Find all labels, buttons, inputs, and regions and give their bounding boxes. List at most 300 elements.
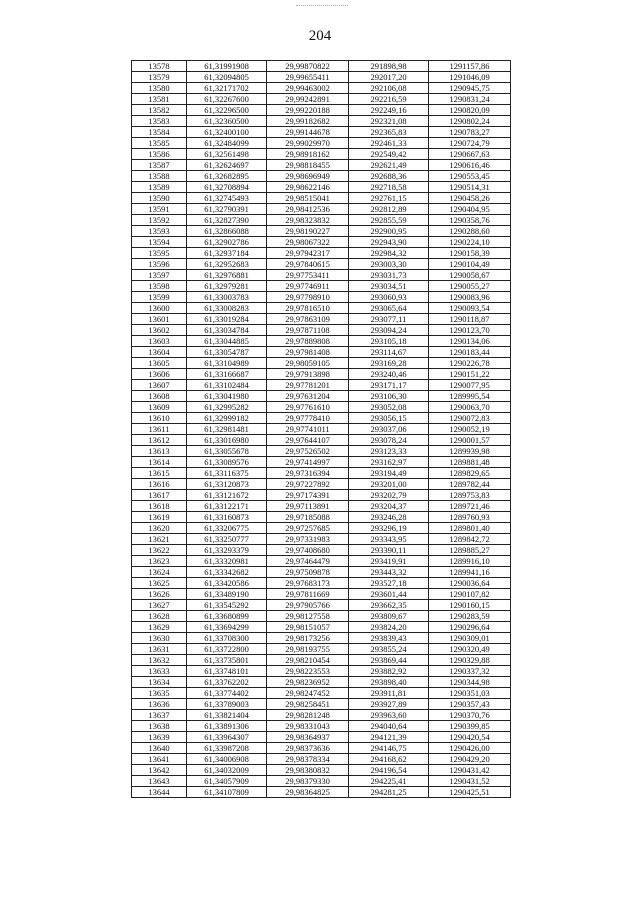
table-row (132, 303, 511, 314)
table-row (132, 380, 511, 391)
x-coordinate-cell: 293169,28 (349, 358, 429, 369)
table-row (132, 721, 511, 732)
point-number-cell: 13587 (132, 160, 187, 171)
x-coordinate-cell: 292688,36 (349, 171, 429, 182)
x-coordinate-cell: 293963,60 (349, 710, 429, 721)
latitude-cell: 61,33987208 (187, 743, 267, 754)
y-coordinate-cell: 1290351,03 (429, 688, 511, 699)
y-coordinate-cell: 1290055,27 (429, 281, 511, 292)
table-row (132, 765, 511, 776)
point-number-cell: 13621 (132, 534, 187, 545)
longitude-cell: 29,98373636 (267, 743, 349, 754)
table-row (132, 325, 511, 336)
latitude-cell: 61,33054787 (187, 347, 267, 358)
latitude-cell: 61,33420586 (187, 578, 267, 589)
point-number-cell: 13581 (132, 94, 187, 105)
latitude-cell: 61,32484099 (187, 138, 267, 149)
y-coordinate-cell: 1290820,09 (429, 105, 511, 116)
x-coordinate-cell: 294146,75 (349, 743, 429, 754)
point-number-cell: 13583 (132, 116, 187, 127)
point-number-cell: 13589 (132, 182, 187, 193)
table-row (132, 743, 511, 754)
latitude-cell: 61,32979281 (187, 281, 267, 292)
x-coordinate-cell: 293114,67 (349, 347, 429, 358)
latitude-cell: 61,34006908 (187, 754, 267, 765)
table-row (132, 83, 511, 94)
point-number-cell: 13629 (132, 622, 187, 633)
table-row (132, 72, 511, 83)
y-coordinate-cell: 1290309,01 (429, 633, 511, 644)
longitude-cell: 29,97889808 (267, 336, 349, 347)
point-number-cell: 13624 (132, 567, 187, 578)
x-coordinate-cell: 293240,46 (349, 369, 429, 380)
y-coordinate-cell: 1290431,42 (429, 765, 511, 776)
y-coordinate-cell: 1289760,93 (429, 512, 511, 523)
table-row (132, 204, 511, 215)
point-number-cell: 13637 (132, 710, 187, 721)
latitude-cell: 61,33320981 (187, 556, 267, 567)
y-coordinate-cell: 1289801,40 (429, 523, 511, 534)
longitude-cell: 29,97753411 (267, 270, 349, 281)
y-coordinate-cell: 1291046,09 (429, 72, 511, 83)
latitude-cell: 61,33821404 (187, 710, 267, 721)
y-coordinate-cell: 1289829,65 (429, 468, 511, 479)
x-coordinate-cell: 292900,95 (349, 226, 429, 237)
longitude-cell: 29,98918162 (267, 149, 349, 160)
x-coordinate-cell: 292855,59 (349, 215, 429, 226)
longitude-cell: 29,98281248 (267, 710, 349, 721)
point-number-cell: 13640 (132, 743, 187, 754)
longitude-cell: 29,97414997 (267, 457, 349, 468)
table-row (132, 259, 511, 270)
longitude-cell: 29,98127558 (267, 611, 349, 622)
longitude-cell: 29,97905766 (267, 600, 349, 611)
longitude-cell: 29,97464479 (267, 556, 349, 567)
point-number-cell: 13622 (132, 545, 187, 556)
point-number-cell: 13639 (132, 732, 187, 743)
latitude-cell: 61,32866088 (187, 226, 267, 237)
x-coordinate-cell: 293201,00 (349, 479, 429, 490)
table-row (132, 138, 511, 149)
point-number-cell: 13633 (132, 666, 187, 677)
y-coordinate-cell: 1290052,19 (429, 424, 511, 435)
x-coordinate-cell: 293037,06 (349, 424, 429, 435)
longitude-cell: 29,97811669 (267, 589, 349, 600)
y-coordinate-cell: 1290151,22 (429, 369, 511, 380)
latitude-cell: 61,32937184 (187, 248, 267, 259)
longitude-cell: 29,99220188 (267, 105, 349, 116)
y-coordinate-cell: 1290337,32 (429, 666, 511, 677)
longitude-cell: 29,98379330 (267, 776, 349, 787)
y-coordinate-cell: 1290370,76 (429, 710, 511, 721)
table-row (132, 468, 511, 479)
x-coordinate-cell: 292365,83 (349, 127, 429, 138)
page-number: 204 (308, 28, 332, 44)
point-number-cell: 13601 (132, 314, 187, 325)
x-coordinate-cell: 293052,08 (349, 402, 429, 413)
longitude-cell: 29,98364937 (267, 732, 349, 743)
point-number-cell: 13593 (132, 226, 187, 237)
longitude-cell: 29,97509878 (267, 567, 349, 578)
longitude-cell: 29,97942317 (267, 248, 349, 259)
x-coordinate-cell: 293809,67 (349, 611, 429, 622)
longitude-cell: 29,97185088 (267, 512, 349, 523)
x-coordinate-cell: 293443,32 (349, 567, 429, 578)
x-coordinate-cell: 293034,51 (349, 281, 429, 292)
table-row (132, 281, 511, 292)
x-coordinate-cell: 292718,58 (349, 182, 429, 193)
latitude-cell: 61,33964307 (187, 732, 267, 743)
point-number-cell: 13625 (132, 578, 187, 589)
table-row (132, 413, 511, 424)
point-number-cell: 13607 (132, 380, 187, 391)
latitude-cell: 61,33122171 (187, 501, 267, 512)
point-number-cell: 13585 (132, 138, 187, 149)
longitude-cell: 29,97683173 (267, 578, 349, 589)
y-coordinate-cell: 1290107,82 (429, 589, 511, 600)
point-number-cell: 13586 (132, 149, 187, 160)
point-number-cell: 13630 (132, 633, 187, 644)
longitude-cell: 29,98622146 (267, 182, 349, 193)
y-coordinate-cell: 1290616,46 (429, 160, 511, 171)
latitude-cell: 61,32624697 (187, 160, 267, 171)
longitude-cell: 29,97746911 (267, 281, 349, 292)
longitude-cell: 29,97227892 (267, 479, 349, 490)
x-coordinate-cell: 292461,33 (349, 138, 429, 149)
x-coordinate-cell: 293296,19 (349, 523, 429, 534)
y-coordinate-cell: 1290329,88 (429, 655, 511, 666)
x-coordinate-cell: 293601,44 (349, 589, 429, 600)
latitude-cell: 61,33774402 (187, 688, 267, 699)
x-coordinate-cell: 292106,08 (349, 83, 429, 94)
table-row (132, 435, 511, 446)
latitude-cell: 61,33041980 (187, 391, 267, 402)
longitude-cell: 29,98412536 (267, 204, 349, 215)
x-coordinate-cell: 293390,11 (349, 545, 429, 556)
y-coordinate-cell: 1290224,10 (429, 237, 511, 248)
table-row (132, 336, 511, 347)
longitude-cell: 29,98515041 (267, 193, 349, 204)
table-row (132, 314, 511, 325)
table-row (132, 149, 511, 160)
point-number-cell: 13615 (132, 468, 187, 479)
point-number-cell: 13643 (132, 776, 187, 787)
y-coordinate-cell: 1290001,57 (429, 435, 511, 446)
y-coordinate-cell: 1290283,59 (429, 611, 511, 622)
latitude-cell: 61,33008283 (187, 303, 267, 314)
table-row (132, 589, 511, 600)
latitude-cell: 61,33116375 (187, 468, 267, 479)
table-row (132, 457, 511, 468)
point-number-cell: 13627 (132, 600, 187, 611)
table-row (132, 655, 511, 666)
longitude-cell: 29,97631204 (267, 391, 349, 402)
coordinates-table (131, 60, 511, 798)
y-coordinate-cell: 1290667,63 (429, 149, 511, 160)
table-row (132, 424, 511, 435)
x-coordinate-cell: 292549,42 (349, 149, 429, 160)
point-number-cell: 13602 (132, 325, 187, 336)
longitude-cell: 29,99029970 (267, 138, 349, 149)
y-coordinate-cell: 1290802,24 (429, 116, 511, 127)
y-coordinate-cell: 1290104,49 (429, 259, 511, 270)
point-number-cell: 13614 (132, 457, 187, 468)
point-number-cell: 13603 (132, 336, 187, 347)
table-row (132, 578, 511, 589)
x-coordinate-cell: 293078,24 (349, 435, 429, 446)
point-number-cell: 13597 (132, 270, 187, 281)
latitude-cell: 61,33694299 (187, 622, 267, 633)
latitude-cell: 61,33166687 (187, 369, 267, 380)
x-coordinate-cell: 294196,54 (349, 765, 429, 776)
table-row (132, 523, 511, 534)
longitude-cell: 29,98236952 (267, 677, 349, 688)
longitude-cell: 29,97981408 (267, 347, 349, 358)
table-row (132, 545, 511, 556)
y-coordinate-cell: 1290399,85 (429, 721, 511, 732)
longitude-cell: 29,98059105 (267, 358, 349, 369)
x-coordinate-cell: 293204,37 (349, 501, 429, 512)
point-number-cell: 13619 (132, 512, 187, 523)
y-coordinate-cell: 1290036,64 (429, 578, 511, 589)
point-number-cell: 13638 (132, 721, 187, 732)
y-coordinate-cell: 1290118,87 (429, 314, 511, 325)
x-coordinate-cell: 293527,18 (349, 578, 429, 589)
table-row (132, 479, 511, 490)
y-coordinate-cell: 1290358,76 (429, 215, 511, 226)
longitude-cell: 29,97113891 (267, 501, 349, 512)
latitude-cell: 61,33121672 (187, 490, 267, 501)
x-coordinate-cell: 293105,18 (349, 336, 429, 347)
y-coordinate-cell: 1290458,26 (429, 193, 511, 204)
longitude-cell: 29,97816510 (267, 303, 349, 314)
point-number-cell: 13628 (132, 611, 187, 622)
x-coordinate-cell: 293882,92 (349, 666, 429, 677)
latitude-cell: 61,33708300 (187, 633, 267, 644)
table-row (132, 347, 511, 358)
latitude-cell: 61,32400100 (187, 127, 267, 138)
x-coordinate-cell: 293060,93 (349, 292, 429, 303)
x-coordinate-cell: 293162,97 (349, 457, 429, 468)
table-row (132, 490, 511, 501)
y-coordinate-cell: 1290083,96 (429, 292, 511, 303)
x-coordinate-cell: 293094,24 (349, 325, 429, 336)
table-row (132, 215, 511, 226)
x-coordinate-cell: 294040,64 (349, 721, 429, 732)
y-coordinate-cell: 1290783,27 (429, 127, 511, 138)
latitude-cell: 61,32902786 (187, 237, 267, 248)
y-coordinate-cell: 1290357,43 (429, 699, 511, 710)
x-coordinate-cell: 293077,11 (349, 314, 429, 325)
point-number-cell: 13596 (132, 259, 187, 270)
longitude-cell: 29,99182682 (267, 116, 349, 127)
table-row (132, 270, 511, 281)
x-coordinate-cell: 291898,98 (349, 61, 429, 72)
x-coordinate-cell: 293869,44 (349, 655, 429, 666)
table-row (132, 501, 511, 512)
point-number-cell: 13578 (132, 61, 187, 72)
x-coordinate-cell: 292249,16 (349, 105, 429, 116)
y-coordinate-cell: 1290160,15 (429, 600, 511, 611)
point-number-cell: 13623 (132, 556, 187, 567)
top-scan-rule (296, 5, 348, 6)
table-row (132, 677, 511, 688)
table-row (132, 699, 511, 710)
latitude-cell: 61,32094805 (187, 72, 267, 83)
table-row (132, 688, 511, 699)
longitude-cell: 29,98190227 (267, 226, 349, 237)
point-number-cell: 13609 (132, 402, 187, 413)
point-number-cell: 13613 (132, 446, 187, 457)
latitude-cell: 61,32682895 (187, 171, 267, 182)
longitude-cell: 29,98210454 (267, 655, 349, 666)
point-number-cell: 13635 (132, 688, 187, 699)
x-coordinate-cell: 293065,64 (349, 303, 429, 314)
point-number-cell: 13644 (132, 787, 187, 798)
table-row (132, 94, 511, 105)
x-coordinate-cell: 293911,81 (349, 688, 429, 699)
table-row (132, 732, 511, 743)
y-coordinate-cell: 1290296,64 (429, 622, 511, 633)
latitude-cell: 61,32981481 (187, 424, 267, 435)
x-coordinate-cell: 294168,62 (349, 754, 429, 765)
longitude-cell: 29,98151057 (267, 622, 349, 633)
y-coordinate-cell: 1289885,27 (429, 545, 511, 556)
y-coordinate-cell: 1290320,49 (429, 644, 511, 655)
point-number-cell: 13598 (132, 281, 187, 292)
latitude-cell: 61,33891306 (187, 721, 267, 732)
y-coordinate-cell: 1289881,48 (429, 457, 511, 468)
x-coordinate-cell: 292017,20 (349, 72, 429, 83)
x-coordinate-cell: 293056,15 (349, 413, 429, 424)
longitude-cell: 29,99655411 (267, 72, 349, 83)
table-row (132, 116, 511, 127)
point-number-cell: 13632 (132, 655, 187, 666)
longitude-cell: 29,97798910 (267, 292, 349, 303)
longitude-cell: 29,97871108 (267, 325, 349, 336)
table-row (132, 534, 511, 545)
longitude-cell: 29,99870822 (267, 61, 349, 72)
y-coordinate-cell: 1290514,31 (429, 182, 511, 193)
latitude-cell: 61,31991908 (187, 61, 267, 72)
latitude-cell: 61,32745493 (187, 193, 267, 204)
y-coordinate-cell: 1289842,72 (429, 534, 511, 545)
x-coordinate-cell: 293662,35 (349, 600, 429, 611)
y-coordinate-cell: 1290077,95 (429, 380, 511, 391)
longitude-cell: 29,98696949 (267, 171, 349, 182)
longitude-cell: 29,98818455 (267, 160, 349, 171)
latitude-cell: 61,33016980 (187, 435, 267, 446)
longitude-cell: 29,97913898 (267, 369, 349, 380)
latitude-cell: 61,34107809 (187, 787, 267, 798)
y-coordinate-cell: 1289995,54 (429, 391, 511, 402)
latitude-cell: 61,33293379 (187, 545, 267, 556)
point-number-cell: 13604 (132, 347, 187, 358)
x-coordinate-cell: 293898,40 (349, 677, 429, 688)
latitude-cell: 61,33735801 (187, 655, 267, 666)
x-coordinate-cell: 293419,91 (349, 556, 429, 567)
y-coordinate-cell: 1290158,39 (429, 248, 511, 259)
latitude-cell: 61,33104989 (187, 358, 267, 369)
table-row (132, 248, 511, 259)
longitude-cell: 29,98378334 (267, 754, 349, 765)
latitude-cell: 61,33789003 (187, 699, 267, 710)
x-coordinate-cell: 292943,90 (349, 237, 429, 248)
point-number-cell: 13620 (132, 523, 187, 534)
point-number-cell: 13579 (132, 72, 187, 83)
longitude-cell: 29,98067322 (267, 237, 349, 248)
table-row (132, 358, 511, 369)
x-coordinate-cell: 292761,15 (349, 193, 429, 204)
y-coordinate-cell: 1290183,44 (429, 347, 511, 358)
latitude-cell: 61,33120873 (187, 479, 267, 490)
x-coordinate-cell: 293194,49 (349, 468, 429, 479)
y-coordinate-cell: 1290724,79 (429, 138, 511, 149)
table-row (132, 611, 511, 622)
point-number-cell: 13608 (132, 391, 187, 402)
x-coordinate-cell: 292216,59 (349, 94, 429, 105)
y-coordinate-cell: 1289939,98 (429, 446, 511, 457)
latitude-cell: 61,33044885 (187, 336, 267, 347)
latitude-cell: 61,33489190 (187, 589, 267, 600)
table-row (132, 226, 511, 237)
longitude-cell: 29,99144678 (267, 127, 349, 138)
y-coordinate-cell: 1290063,70 (429, 402, 511, 413)
latitude-cell: 61,33102484 (187, 380, 267, 391)
x-coordinate-cell: 293927,89 (349, 699, 429, 710)
latitude-cell: 61,32790391 (187, 204, 267, 215)
y-coordinate-cell: 1289721,46 (429, 501, 511, 512)
longitude-cell: 29,97526502 (267, 446, 349, 457)
longitude-cell: 29,97174391 (267, 490, 349, 501)
table-row (132, 754, 511, 765)
longitude-cell: 29,98380832 (267, 765, 349, 776)
x-coordinate-cell: 294281,25 (349, 787, 429, 798)
longitude-cell: 29,97644107 (267, 435, 349, 446)
y-coordinate-cell: 1290134,06 (429, 336, 511, 347)
y-coordinate-cell: 1290344,98 (429, 677, 511, 688)
table-row (132, 160, 511, 171)
longitude-cell: 29,98323832 (267, 215, 349, 226)
x-coordinate-cell: 293106,30 (349, 391, 429, 402)
table-row (132, 402, 511, 413)
y-coordinate-cell: 1290093,54 (429, 303, 511, 314)
point-number-cell: 13599 (132, 292, 187, 303)
table-row (132, 237, 511, 248)
point-number-cell: 13590 (132, 193, 187, 204)
table-row (132, 61, 511, 72)
latitude-cell: 61,34057909 (187, 776, 267, 787)
longitude-cell: 29,98223553 (267, 666, 349, 677)
y-coordinate-cell: 1290404,95 (429, 204, 511, 215)
latitude-cell: 61,32296500 (187, 105, 267, 116)
longitude-cell: 29,98364825 (267, 787, 349, 798)
table-row (132, 567, 511, 578)
table-row (132, 127, 511, 138)
longitude-cell: 29,98258451 (267, 699, 349, 710)
table-row (132, 182, 511, 193)
point-number-cell: 13641 (132, 754, 187, 765)
x-coordinate-cell: 292621,49 (349, 160, 429, 171)
point-number-cell: 13591 (132, 204, 187, 215)
point-number-cell: 13595 (132, 248, 187, 259)
longitude-cell: 29,98331043 (267, 721, 349, 732)
table-row (132, 512, 511, 523)
x-coordinate-cell: 293202,79 (349, 490, 429, 501)
y-coordinate-cell: 1289782,44 (429, 479, 511, 490)
point-number-cell: 13588 (132, 171, 187, 182)
latitude-cell: 61,33089576 (187, 457, 267, 468)
